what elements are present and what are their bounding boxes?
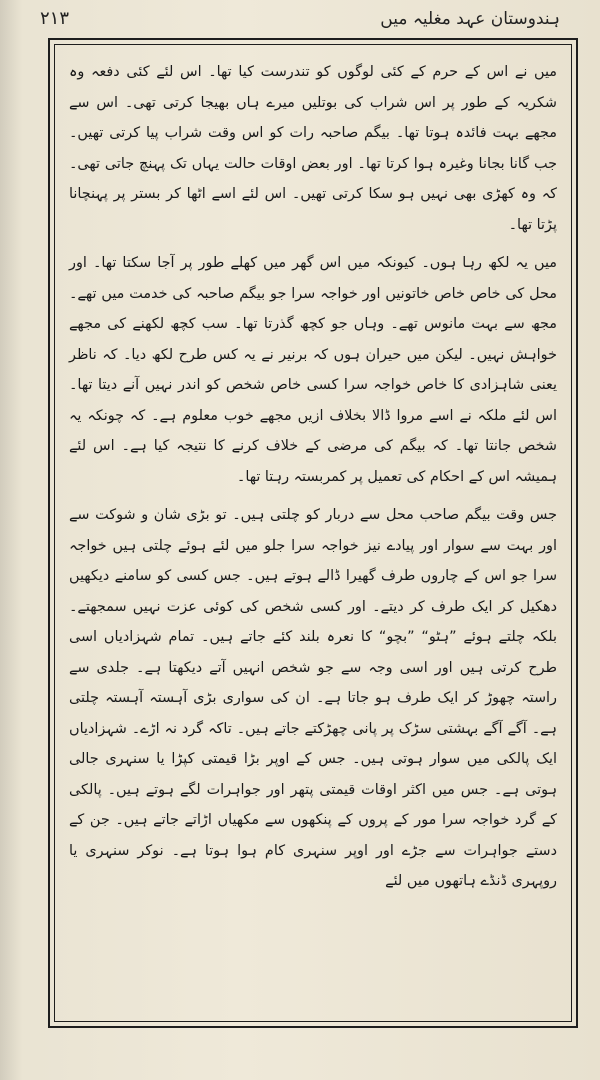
running-header <box>40 4 560 32</box>
running-title: ہندوستان عہد مغلیہ میں <box>380 8 560 29</box>
paragraph-1: میں نے اس کے حرم کے کئی لوگوں کو تندرست کیا تھا۔ اس لئے کئی دفعہ وہ شکریہ کے طور پر اس شراب کی بوتلیں میرے ہاں بھیجا کرتی تھی۔ اس سے مجھے بہت فائدہ ہوتا تھا۔ بیگم صاحبہ رات کو اس وقت شراب پیا کرتی تھیں۔ جب گانا بجانا وغیرہ ہوا کرتا تھا۔ اور بعض اوقات حالت یہاں تک پہنچ جاتی تھی۔ کہ وہ کھڑی بھی نہیں ہو سکا کرتی تھیں۔ اس لئے اسے اٹھا کر بستر پر پہنچانا پڑتا تھا۔ <box>69 64 557 233</box>
paragraph-3: جس وقت بیگم صاحب محل سے دربار کو چلتی ہیں۔ تو بڑی شان و شوکت سے اور بہت سے سوار اور پیادے نیز خواجہ سرا جلو میں لئے ہوئے چلتی ہیں خواجہ سرا جو اس کے چاروں طرف گھیرا ڈالے ہوتے ہیں۔ جس کسی کو سامنے دیکھیں دھکیل کر ایک طرف کر دیتے۔ اور کسی شخص کی کوئی عزت نہیں سمجھتے۔ بلکہ چلتے ہوئے ”ہٹو“ ”بچو“ کا نعرہ بلند کئے جاتے ہیں۔ تمام شہزادیاں اسی طرح کرتی ہیں اور اسی وجہ سے جو شخص انہیں آتے دیکھتا ہے۔ جلدی سے راستہ چھوڑ کر ایک طرف ہو جاتا ہے۔ ان کی سواری بڑی آہستہ آہستہ چلتی ہے۔ آگے آگے بہشتی سڑک پر پانی چھڑکتے جاتے ہیں۔ تاکہ گرد نہ اڑے۔ شہزادیاں ایک پالکی میں سوار ہوتی ہیں۔ جس کے اوپر بڑا قیمتی کپڑا یا سنہری جالی ہوتی ہے۔ جس میں اکثر اوقات قیمتی پتھر اور جواہرات لگے ہوتے ہیں۔ پالکی کے گرد خواجہ سرا مور کے پروں کے پنکھوں سے مکھیاں اڑاتے جاتے ہیں۔ جن کے دستے جواہرات سے جڑے اور اوپر سنہری کام ہوا ہوتا ہے۔ نوکر سنہری یا روپہری ڈنڈے ہاتھوں میں لئے <box>69 507 557 889</box>
text-frame <box>48 38 578 1028</box>
page-number: ٢١٣ <box>40 7 70 29</box>
spine-shadow <box>0 0 22 1080</box>
text-body <box>54 44 572 1022</box>
paragraph-2: میں یہ لکھ رہا ہوں۔ کیونکہ میں اس گھر میں کھلے طور پر آجا سکتا تھا۔ اور محل کی خاص خاص خاتونیں اور خواجہ سرا جو بیگم صاحبہ کی خدمت میں تھے۔ مجھ سے بہت مانوس تھے۔ وہاں جو کچھ گذرتا تھا۔ سب کچھ لکھنے کی مجھے خواہش نہیں۔ لیکن میں حیران ہوں کہ برنیر نے یہ کس طرح لکھ دیا۔ کہ ناظر یعنی شاہزادی کا خاص خواجہ سرا کسی خاص شخص کو اندر نہیں آنے دیتا تھا۔ اس لئے ملکہ نے اسے مروا ڈالا بخلاف ازیں مجھے خوب معلوم ہے۔ کہ چونکہ یہ شخص جانتا تھا۔ کہ بیگم کی مرضی کے خلاف کرنے کا نتیجہ کیا ہے۔ اس لئے ہمیشہ اس کے احکام کی تعمیل پر کمربستہ رہتا تھا۔ <box>69 255 557 485</box>
